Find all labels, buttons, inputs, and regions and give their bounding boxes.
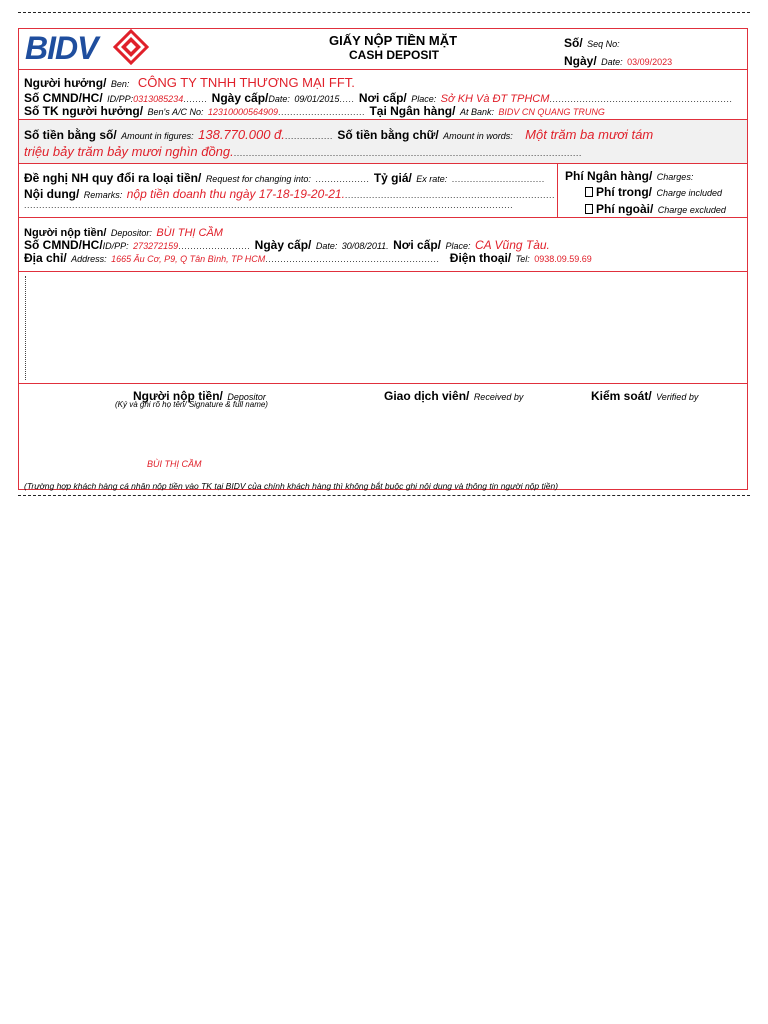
depositor-section: [19, 217, 747, 271]
sig-depositor-note: (Ký và ghi rõ họ tên/ Signature & full name): [115, 400, 268, 409]
depositor-value: BÙI THỊ CẦM: [156, 227, 223, 239]
remarks-row: Nội dung/ Remarks: nộp tiền doanh thu ngày 17-18-19-20-21.......................................................................: [24, 187, 555, 201]
charge-excluded-label: Phí ngoài/: [596, 202, 654, 216]
sig-control-label-en: Verified by: [656, 392, 699, 402]
sig-teller-label: Giao dịch viên/: [384, 389, 470, 403]
remarks-label: Nội dung/: [24, 187, 80, 201]
date-field: [564, 52, 672, 70]
sig-depositor-name: BÙI THỊ CẦM: [147, 459, 202, 469]
blank-area: [19, 271, 747, 383]
ben-issue-date-label: Ngày cấp/: [211, 91, 269, 105]
form-title-en: CASH DEPOSIT: [349, 48, 440, 62]
ben-id-value: 0313085234: [133, 94, 184, 104]
charge-included-label-en: Charge included: [656, 188, 722, 198]
seq-label: Số/: [564, 36, 583, 50]
charge-excluded-option[interactable]: [585, 200, 726, 218]
date-label-en: Date:: [601, 57, 623, 67]
ben-issue-date-label-en: Date:: [268, 94, 290, 104]
ben-acc-label-en: Ben's A/C No:: [147, 107, 204, 117]
depositor-place-value: CA Vũng Tàu.: [474, 238, 550, 252]
depositor-id-row: Số CMND/HC/ID/PP: 273272159........................ Ngày cấp/ Date: 30/08/2011. Nơi cấp/ Place: CA Vũng Tàu.: [24, 238, 550, 252]
charge-included-checkbox[interactable]: [585, 187, 593, 197]
ben-id-label: Số CMND/HC/: [24, 91, 103, 105]
depositor-id-label: Số CMND/HC/: [24, 238, 103, 252]
ben-place-label: Nơi cấp/: [358, 91, 407, 105]
amount-words-value-1: Một trăm ba mươi tám: [525, 127, 654, 142]
ben-label-en: Ben:: [110, 79, 130, 89]
bidv-diamond-icon: [113, 29, 149, 65]
sig-control-title: [591, 387, 698, 405]
sig-depositor-label: Người nộp tiền/: [133, 389, 223, 403]
ben-acc-label: Số TK người hưởng/: [24, 104, 144, 118]
depositor-place-label: Nơi cấp/: [393, 238, 442, 252]
sig-control-label: Kiểm soát/: [591, 389, 652, 403]
ben-bank-label-en: At Bank:: [459, 107, 494, 117]
depositor-issue-date-label: Ngày cấp/: [254, 238, 312, 252]
ben-place-label-en: Place:: [411, 94, 437, 104]
date-label: Ngày/: [564, 54, 597, 68]
beneficiary-section: [19, 69, 747, 119]
exchange-rate-label-en: Ex rate:: [416, 174, 448, 184]
charge-excluded-checkbox[interactable]: [585, 204, 593, 214]
depositor-phone-label-en: Tel:: [515, 254, 530, 264]
ben-issue-date-value: 09/01/2015: [294, 94, 340, 104]
ben-label: Người hưởng/: [24, 76, 107, 90]
date-value: 03/09/2023: [627, 57, 673, 67]
amount-words-row-2: triệu bảy trăm bảy mươi nghìn đồng.....................................................................................................................: [24, 144, 582, 159]
depositor-id-value: 273272159: [133, 241, 179, 251]
amount-figures-row: Số tiền bằng số/ Amount in figures: 138.770.000 đ................. Số tiền bằng chữ/ Amount in words: Một trăm ba mươi tám: [24, 127, 654, 142]
exchange-rate-label: Tỷ giá/: [373, 171, 412, 185]
ben-id-label-en: ID/PP:: [107, 94, 134, 104]
top-cut-line: [18, 12, 750, 13]
ben-bank-value: BIDV CN QUANG TRUNG: [498, 107, 605, 117]
bidv-logo: [25, 31, 155, 65]
ben-bank-label: Tại Ngân hàng/: [369, 104, 456, 118]
sig-teller-label-en: Received by: [473, 392, 524, 402]
depositor-address-label: Địa chỉ/: [24, 251, 67, 265]
seq-field: [564, 34, 620, 52]
exchange-request-label-en: Request for changing into:: [205, 174, 311, 184]
amount-words-label-en: Amount in words:: [443, 131, 513, 141]
amount-figures-value: 138.770.000 đ.: [198, 127, 285, 142]
depositor-label: Người nộp tiền/: [24, 227, 107, 239]
charge-included-option[interactable]: [585, 183, 722, 201]
ben-place-value: Sở KH Và ĐT TPHCM: [440, 93, 550, 105]
depositor-label-en: Depositor:: [110, 228, 152, 238]
amount-section: [19, 119, 747, 163]
remarks-value: nộp tiền doanh thu ngày 17-18-19-20-21.: [126, 187, 345, 201]
amount-figures-label: Số tiền bằng số/: [24, 128, 117, 142]
charge-included-label: Phí trong/: [596, 185, 652, 199]
cash-deposit-form: [18, 28, 748, 490]
depositor-issue-date-label-en: Date:: [315, 241, 338, 251]
depositor-place-label-en: Place:: [445, 241, 471, 251]
depositor-address-value: 1665 Âu Cơ, P9, Q Tân Bình, TP HCM: [111, 254, 266, 264]
remarks-label-en: Remarks:: [83, 190, 123, 200]
ben-id-row: Số CMND/HC/ ID/PP:0313085234........ Ngày cấp/Date: 09/01/2015..... Nơi cấp/ Place: Sở KH Và ĐT TPHCM.............................................................: [24, 91, 733, 105]
depositor-phone-value: 0938.09.59.69: [534, 254, 592, 264]
charges-label: Phí Ngân hàng/: [565, 169, 653, 183]
depositor-id-label-en: ID/PP:: [102, 241, 129, 251]
exchange-section: [19, 163, 747, 217]
ben-acc-value: 12310000564909: [207, 107, 278, 117]
exchange-request-label: Đề nghị NH quy đổi ra loại tiền/: [24, 171, 202, 185]
form-title-vi: GIẤY NỘP TIỀN MẶT: [329, 33, 458, 48]
depositor-address-label-en: Address:: [71, 254, 107, 264]
bidv-logo-text: BIDV: [25, 30, 98, 66]
charges-label-en: Charges:: [656, 172, 694, 182]
amount-figures-label-en: Amount in figures:: [121, 131, 194, 141]
charge-excluded-label-en: Charge excluded: [657, 205, 726, 215]
signature-section: [19, 383, 747, 491]
depositor-issue-date-value: 30/08/2011.: [341, 241, 389, 251]
depositor-address-row: Địa chỉ/ Address: 1665 Âu Cơ, P9, Q Tân Bình, TP HCM.......................................................... Điện thoại/ Tel: 0938.09.59.69: [24, 251, 592, 265]
sig-depositor-label-en: Depositor: [227, 392, 266, 402]
depositor-phone-label: Điện thoại/: [449, 251, 512, 265]
ben-account-row: Số TK người hưởng/ Ben's A/C No: 12310000564909............................. Tại Ngân hàng/ At Bank: BIDV CN QUANG TRUNG: [24, 104, 605, 118]
footer-note: (Trường hợp khách hàng cá nhân nộp tiền vào TK tại BIDV của chính khách hàng thì không bắt buộc ghi nội dung và thông tin người nộp tiền): [24, 481, 559, 491]
ben-value: CÔNG TY TNHH THƯƠNG MẠI FFT.: [137, 75, 355, 90]
remarks-dotted-line: ...................................................................................................................................................................: [24, 200, 514, 210]
amount-words-label: Số tiền bằng chữ/: [337, 128, 439, 142]
exchange-request-row: Đề nghị NH quy đổi ra loại tiền/ Request for changing into: .................. Tỷ giá/ Ex rate: ...............................: [24, 171, 545, 185]
amount-words-value-2: triệu bảy trăm bảy mươi nghìn đồng.: [24, 144, 234, 159]
bottom-cut-line: [18, 495, 750, 496]
seq-label-en: Seq No:: [587, 39, 620, 49]
sig-teller-title: [384, 387, 523, 405]
